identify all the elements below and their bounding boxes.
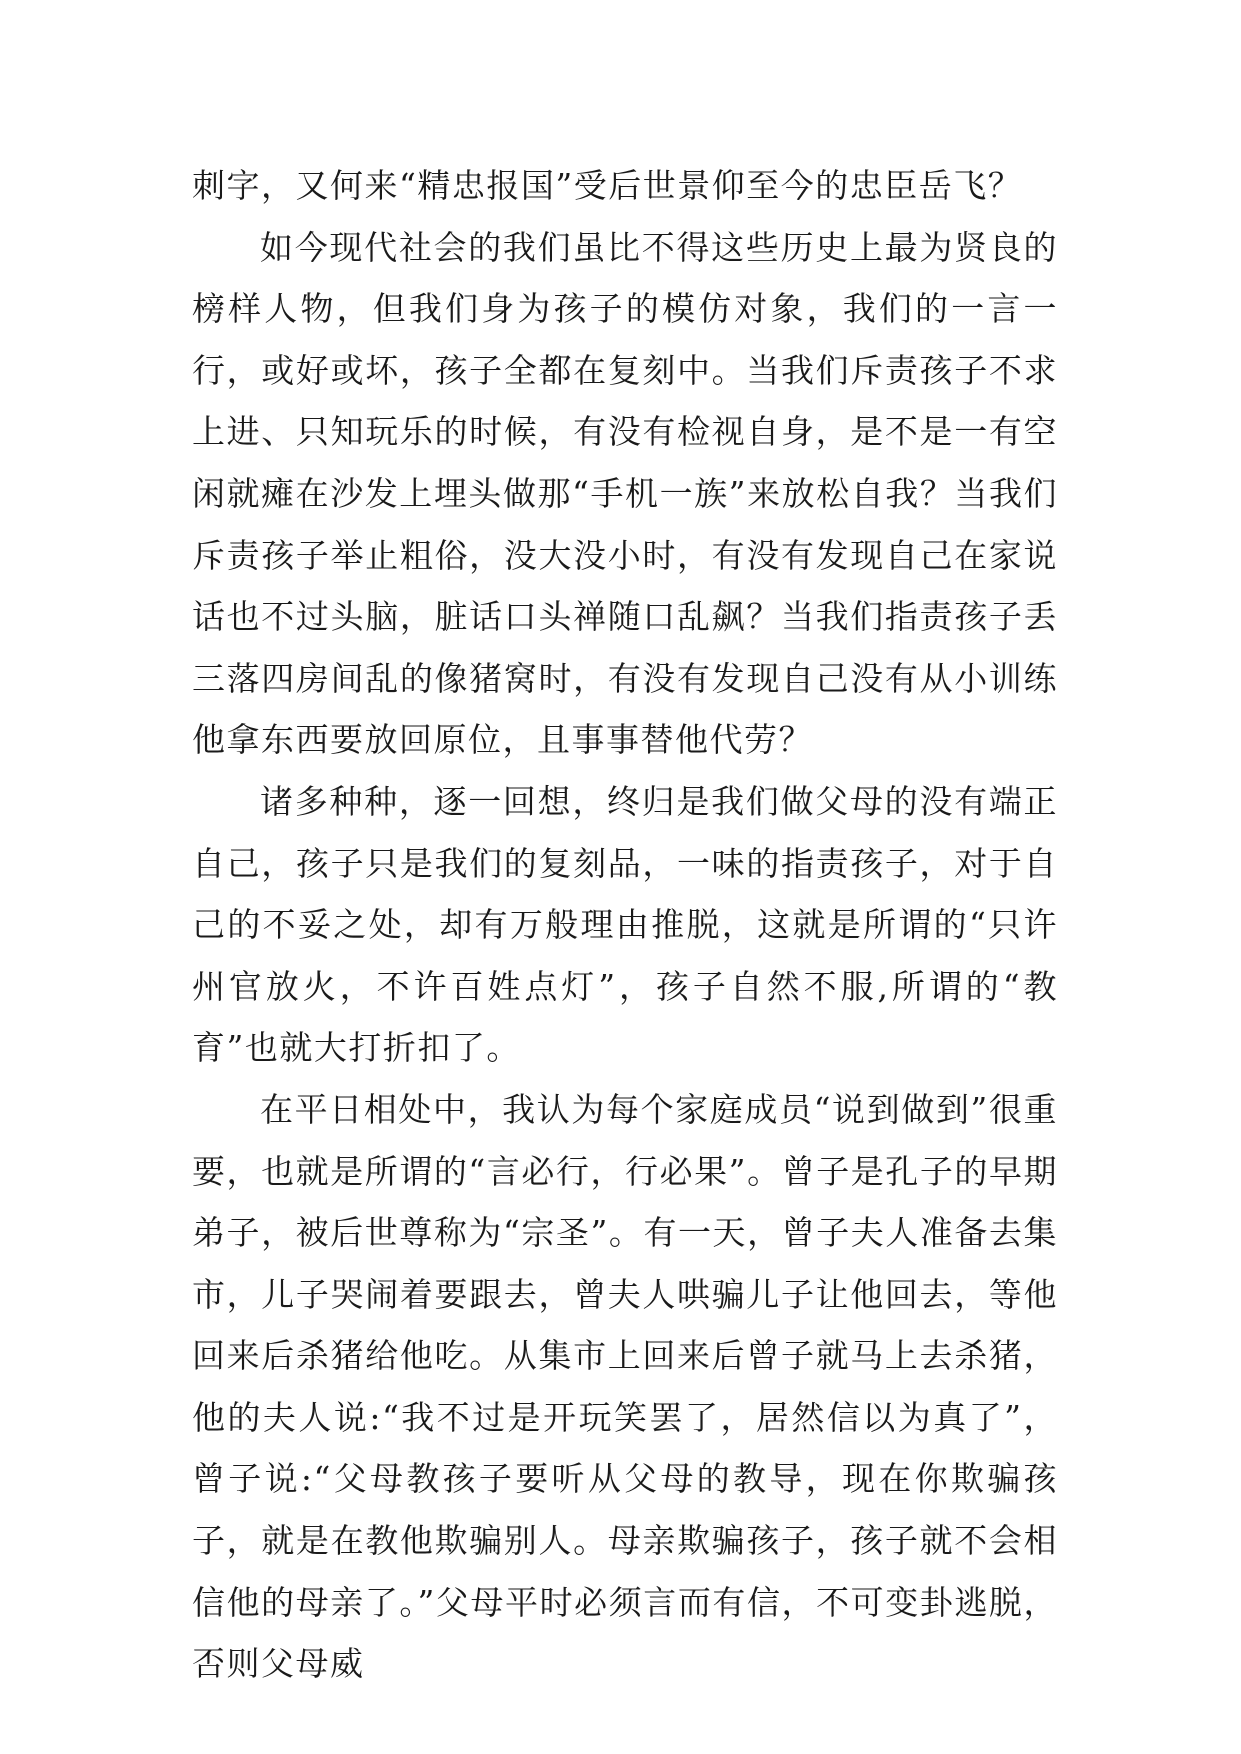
- document-body: [192, 155, 1058, 1695]
- paragraph: 如今现代社会的我们虽比不得这些历史上最为贤良的榜样人物，但我们身为孩子的模仿对象，我们的一言一行，或好或坏，孩子全都在复刻中。当我们斥责孩子不求上进、只知玩乐的时候，有没有检视自身，是不是一有空闲就瘫在沙发上埋头做那“手机一族”来放松自我？当我们斥责孩子举止粗俗，没大没小时，有没有发现自己在家说话也不过头脑，脏话口头禅随口乱飙？当我们指责孩子丢三落四房间乱的像猪窝时，有没有发现自己没有从小训练他拿东西要放回原位，且事事替他代劳？: [192, 227, 1058, 760]
- paragraph: 在平日相处中，我认为每个家庭成员“说到做到”很重要，也就是所谓的“言必行，行必果”。曾子是孔子的早期弟子，被后世尊称为“宗圣”。有一天，曾子夫人准备去集市，儿子哭闹着要跟去，曾夫人哄骗儿子让他回去，等他回来后杀猪给他吃。从集市上回来后曾子就马上去杀猪，他的夫人说:“我不过是开玩笑罢了，居然信以为真了”，曾子说:“父母教孩子要听从父母的教导，现在你欺骗孩子，就是在教他欺骗别人。母亲欺骗孩子，孩子就不会相信他的母亲了。”父母平时必须言而有信，不可变卦逃脱，否则父母威: [192, 1089, 1058, 1684]
- paragraph: 诸多种种，逐一回想，终归是我们做父母的没有端正自己，孩子只是我们的复刻品，一味的指责孩子，对于自己的不妥之处，却有万般理由推脱，这就是所谓的“只许州官放火，不许百姓点灯”，孩子自然不服,所谓的“教育”也就大打折扣了。: [192, 781, 1058, 1068]
- paragraph-continuation: 刺字，又何来“精忠报国”受后世景仰至今的忠臣岳飞？: [192, 166, 1023, 205]
